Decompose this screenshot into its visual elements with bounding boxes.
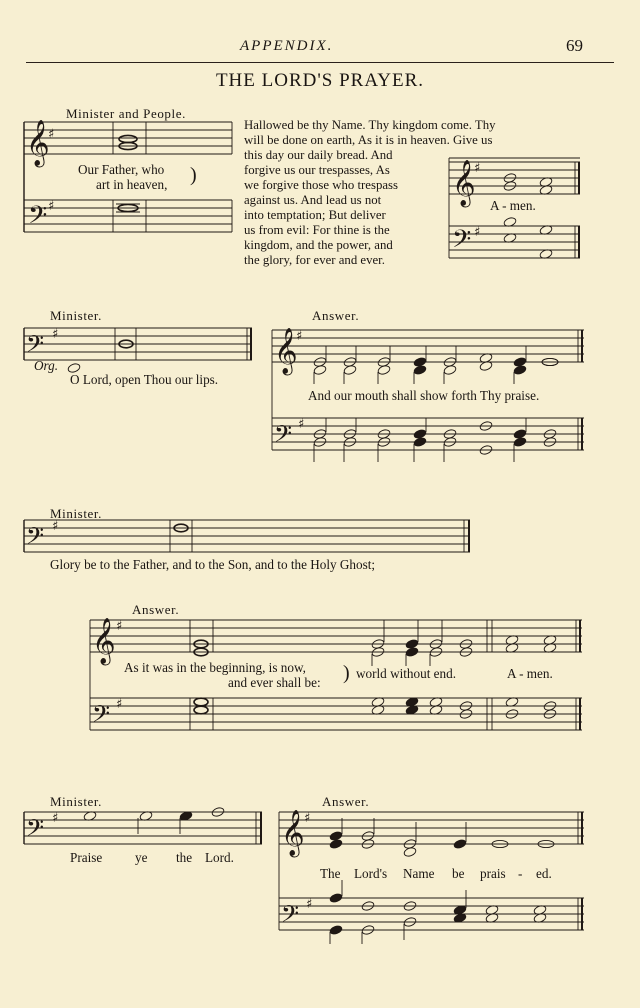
section4-answer-word: - xyxy=(518,866,523,881)
section1-lyric-line2: art in heaven, xyxy=(96,177,168,192)
section3-lyric-line1: As it was in the beginning, is now, xyxy=(124,660,306,675)
section4-answer-word: be xyxy=(452,866,465,881)
svg-text:♯: ♯ xyxy=(52,811,59,826)
svg-text:𝄢: 𝄢 xyxy=(28,201,48,236)
svg-text:𝄢: 𝄢 xyxy=(274,420,293,453)
section4-minister-word: Lord. xyxy=(205,850,234,865)
section3-minister-lyric: Glory be to the Father, and to the Son, and to the Holy Ghost; xyxy=(50,557,376,572)
svg-text:𝄞: 𝄞 xyxy=(274,328,298,374)
lyric-brace: ) xyxy=(190,164,197,186)
lyric-brace: ) xyxy=(343,662,350,684)
svg-text:♯: ♯ xyxy=(298,417,305,432)
section2-answer-label: Answer. xyxy=(312,308,360,323)
org-label: Org. xyxy=(34,358,59,373)
section3-lyric-end: world without end. xyxy=(356,666,456,681)
svg-text:𝄢: 𝄢 xyxy=(452,225,472,260)
svg-text:♯: ♯ xyxy=(296,329,303,344)
svg-text:𝄢: 𝄢 xyxy=(26,814,45,847)
amen-lyric: A - men. xyxy=(490,198,536,213)
svg-text:𝄢: 𝄢 xyxy=(26,522,45,555)
svg-text:𝄞: 𝄞 xyxy=(26,120,50,166)
svg-text:𝄢: 𝄢 xyxy=(92,700,111,733)
prose-line-9: the glory, for ever and ever. xyxy=(244,253,385,267)
svg-text:♯: ♯ xyxy=(52,519,59,534)
prose-line-1: will be done on earth, As it is in heaven. Give us xyxy=(244,133,493,147)
svg-text:𝄞: 𝄞 xyxy=(92,618,116,664)
svg-text:♯: ♯ xyxy=(474,225,481,240)
svg-text:♯: ♯ xyxy=(116,697,123,712)
svg-text:𝄞: 𝄞 xyxy=(452,160,476,206)
section3-minister-label: Minister. xyxy=(50,506,102,521)
section4-answer-word: ed. xyxy=(536,866,552,881)
svg-text:♯: ♯ xyxy=(48,127,55,142)
svg-text:♯: ♯ xyxy=(306,897,313,912)
section4-minister-word: ye xyxy=(135,850,148,865)
section4-answer-word: prais xyxy=(480,866,506,881)
prose-line-6: into temptation; But deliver xyxy=(244,208,386,222)
svg-text:𝄞: 𝄞 xyxy=(281,810,305,856)
running-title: APPENDIX. xyxy=(240,38,334,54)
prose-line-2: this day our daily bread. And xyxy=(244,148,393,162)
section4-minister-word: Praise xyxy=(70,850,103,865)
section4-minister-label: Minister. xyxy=(50,794,102,809)
section3-lyric-amen: A - men. xyxy=(507,666,553,681)
svg-text:𝄢: 𝄢 xyxy=(26,330,45,363)
prose-line-4: we forgive those who trespass xyxy=(244,178,399,192)
section2-minister-lyric: O Lord, open Thou our lips. xyxy=(70,372,219,387)
section4-minister-word: the xyxy=(176,850,193,865)
prose-first-line: Hallowed be thy Name. Thy kingdom come. Thy xyxy=(244,118,496,132)
svg-text:♯: ♯ xyxy=(474,161,481,176)
section3-answer-label: Answer. xyxy=(132,602,180,617)
page-title: THE LORD'S PRAYER. xyxy=(215,70,425,91)
prose-line-8: kingdom, and the power, and xyxy=(244,238,393,252)
svg-text:♯: ♯ xyxy=(52,327,59,342)
section1-label: Minister and People. xyxy=(66,106,186,121)
section4-answer-word: The xyxy=(320,866,341,881)
section4-answer-word: Lord's xyxy=(354,866,388,881)
section2-answer-lyric: And our mouth shall show forth Thy praise. xyxy=(308,388,540,403)
page-number: 69 xyxy=(566,36,583,55)
section3-lyric-line2: and ever shall be: xyxy=(228,675,321,690)
section4-answer-word: Name xyxy=(403,866,435,881)
section4-answer-label: Answer. xyxy=(322,794,370,809)
svg-text:𝄢: 𝄢 xyxy=(281,900,300,933)
section2-minister-label: Minister. xyxy=(50,308,102,323)
section1-lyric-line1: Our Father, who xyxy=(78,162,165,177)
prose-line-7: us from evil: For thine is the xyxy=(244,223,390,237)
svg-text:♯: ♯ xyxy=(48,199,55,214)
prose-line-3: forgive us our trespasses, As xyxy=(244,163,390,177)
prose-line-5: against us. And lead us not xyxy=(244,193,382,207)
svg-text:♯: ♯ xyxy=(304,811,311,826)
svg-text:♯: ♯ xyxy=(116,619,123,634)
